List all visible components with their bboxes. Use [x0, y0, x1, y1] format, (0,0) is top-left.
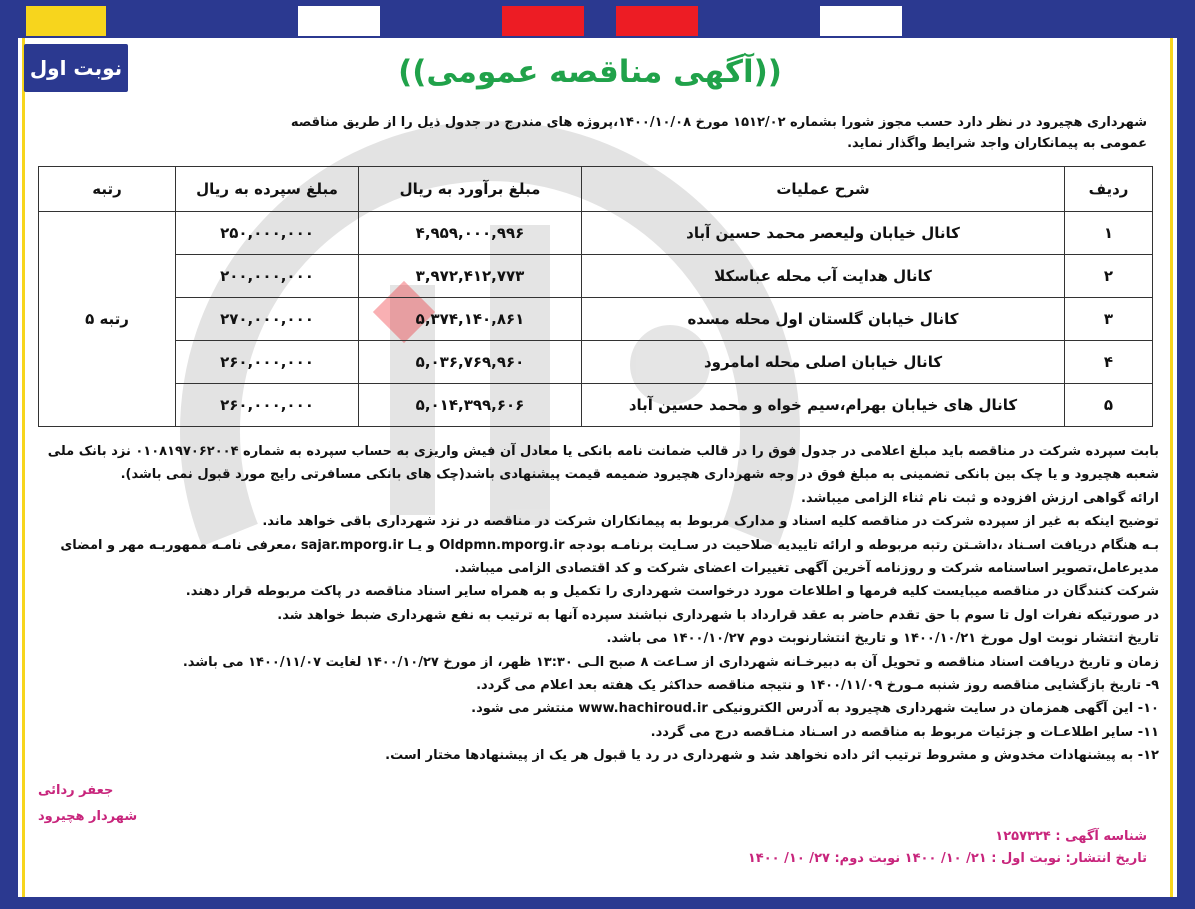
col-header-desc: شرح عملیات: [582, 167, 1065, 212]
table-row: [39, 341, 1153, 384]
cell-estimate: ۳,۹۷۲,۴۱۲,۷۷۳: [359, 255, 582, 298]
condition-paragraph: زمان و تاریخ دریافت اسناد مناقصه و تحویل آن به دبیرخـانه شهرداری از سـاعت ۸ صبح الـی ۱۳:۳۰ ظهر، از مورخ ۱۴۰۰/۱۰/۲۷ لغایت ۱۴۰۰/۱۱/۰۷ می باشد.: [182, 654, 1159, 670]
col-header-row: ردیف: [1065, 167, 1153, 212]
col-header-grade: رتبه: [39, 167, 176, 212]
table-row: [39, 212, 1153, 255]
cell-desc: کانال خیابان ولیعصر محمد حسین آباد: [582, 212, 1065, 255]
cell-desc: کانال های خیابان بهرام،سیم خواه و محمد حسین آباد: [582, 384, 1065, 427]
white-swatch: [820, 6, 902, 36]
table-row: [39, 255, 1153, 298]
first-round-badge: نوبت اول: [24, 44, 128, 92]
cell-deposit: ۲۶۰,۰۰۰,۰۰۰: [176, 384, 359, 427]
right-yellow-line: [1170, 38, 1173, 897]
ad-id: شناسه آگهی : ۱۲۵۷۳۲۴: [995, 829, 1147, 844]
condition-paragraph: شرکت کنندگان در مناقصه میبایست کلیه فرمها و اطلاعات مورد درخواست شهرداری را تکمیل و به همراه سایر اسناد مناقصه در پاکت مربوطه قرار دهند.: [185, 584, 1159, 600]
mayor-position: شهردار هچیرود: [38, 809, 138, 824]
projects-table: [38, 166, 1153, 427]
cell-estimate: ۵,۳۷۴,۱۴۰,۸۶۱: [359, 298, 582, 341]
condition-paragraph: تاریخ انتشار نوبت اول مورخ ۱۴۰۰/۱۰/۲۱ و تاریخ انتشارنوبت دوم ۱۴۰۰/۱۰/۲۷ می باشد.: [606, 631, 1159, 647]
cell-desc: کانال خیابان گلستان اول محله مسده: [582, 298, 1065, 341]
condition-paragraph: توضیح اینکه به غیر از سپرده شرکت در مناقصه کلیه اسناد و مدارک مربوط به پیمانکاران شرکت در مناقصه در نزد شهرداری باقی خواهد ماند.: [262, 514, 1159, 530]
cell-deposit: ۲۶۰,۰۰۰,۰۰۰: [176, 341, 359, 384]
publish-dates: تاریخ انتشار: نوبت اول : ۲۱/ ۱۰/ ۱۴۰۰ نوبت دوم: ۲۷/ ۱۰/ ۱۴۰۰: [747, 851, 1147, 866]
intro-paragraph: شهرداری هچیرود در نظر دارد حسب مجوز شورا بشماره ۱۵۱۲/۰۲ مورخ ۱۴۰۰/۱۰/۰۸،پروژه های مندرج در جدول ذیل را از طریق مناقصه عمومی به پیمانکاران واجد شرایط واگذار نماید.: [290, 115, 1147, 151]
cell-estimate: ۵,۰۱۴,۳۹۹,۶۰۶: [359, 384, 582, 427]
cell-desc: کانال هدایت آب محله عباسکلا: [582, 255, 1065, 298]
page-title: ((آگهی مناقصه عمومی)): [398, 54, 782, 90]
mayor-name: جعفر ردائی: [38, 783, 114, 798]
cell-row: ۵: [1065, 384, 1153, 427]
condition-paragraph: ۱۲- به پیشنهادات مخدوش و مشروط ترتیب اثر داده نخواهد شد و شهرداری در رد یا قبول هر یک از پیشنهادها مختار است.: [385, 748, 1159, 764]
conditions-text: [36, 440, 1159, 768]
cell-grade: رتبه ۵: [39, 212, 176, 427]
cell-deposit: ۲۵۰,۰۰۰,۰۰۰: [176, 212, 359, 255]
condition-paragraph: ۱۱- سایر اطلاعـات و جزئیات مربوط به مناقصه در اسـناد منـاقصه درج می گردد.: [650, 724, 1159, 740]
cell-row: ۴: [1065, 341, 1153, 384]
table-header-row: [39, 167, 1153, 212]
cell-estimate: ۵,۰۳۶,۷۶۹,۹۶۰: [359, 341, 582, 384]
cell-deposit: ۲۷۰,۰۰۰,۰۰۰: [176, 298, 359, 341]
cell-desc: کانال خیابان اصلی محله امامرود: [582, 341, 1065, 384]
condition-paragraph: ۹- تاریخ بازگشایی مناقصه روز شنبه مـورخ ۱۴۰۰/۱۱/۰۹ و نتیجه مناقصه حداکثر یک هفته بعد اعلام می گردد.: [476, 678, 1159, 694]
white-swatch: [298, 6, 380, 36]
footer-block: [748, 826, 1147, 870]
yellow-swatch: [26, 6, 106, 36]
cell-deposit: ۲۰۰,۰۰۰,۰۰۰: [176, 255, 359, 298]
col-header-deposit: مبلغ سپرده به ریال: [176, 167, 359, 212]
cell-row: ۲: [1065, 255, 1153, 298]
condition-paragraph: بابت سپرده شرکت در مناقصه باید مبلغ اعلامی در جدول فوق را در قالب ضمانت نامه بانکی یا معادل آن فیش واریزی به حساب سپرده به شماره ۰۱۰۸۱۹۷۰۶۲۰۰۴ نزد بانک ملی شعبه هچیرود و یا چک بین بانکی تضمینی به مبلغ فوق در وجه شهرداری هچیرود ضمیمه قیمت پیشنهادی باشد(چک های بانکی مسافرتی رایج مورد قبول نمی باشد).: [47, 444, 1159, 483]
red-swatch: [616, 6, 698, 36]
condition-paragraph: در صورتیکه نفرات اول تا سوم با حق تقدم حاضر به عقد قرارداد با شهرداری نباشند سپرده آنها به ترتیب به نفع شهرداری ضبط خواهد شد.: [277, 607, 1159, 623]
cell-row: ۳: [1065, 298, 1153, 341]
col-header-estimate: مبلغ برآورد به ریال: [359, 167, 582, 212]
cell-row: ۱: [1065, 212, 1153, 255]
signature-block: [38, 778, 137, 830]
table-row: [39, 384, 1153, 427]
condition-paragraph: ارائه گواهی ارزش افزوده و ثبت نام ثناء الزامی میباشد.: [801, 490, 1159, 506]
condition-paragraph: ۱۰- این آگهی همزمان در سایت شهرداری هچیرود به آدرس الکترونیکی www.hachiroud.ir منتشر می شود.: [471, 701, 1159, 717]
cell-estimate: ۴,۹۵۹,۰۰۰,۹۹۶: [359, 212, 582, 255]
table-row: [39, 298, 1153, 341]
red-swatch: [502, 6, 584, 36]
left-yellow-line: [22, 38, 25, 897]
condition-paragraph: بـه هنگام دریافت اسـناد ،داشـتن رتبه مربوطه و ارائه تاییدیه صلاحیت در سـایت برنامـه بودجه Oldpmn.mporg.ir و یـا sajar.mporg.ir ،معرفی نامـه ممهوربـه مهر و امضای مدیرعامل،تصویر اساسنامه شرکت و روزنامه آخرین آگهی تغییرات اعضای شرکت و کد اقتصادی الزامی میباشد.: [60, 537, 1159, 577]
